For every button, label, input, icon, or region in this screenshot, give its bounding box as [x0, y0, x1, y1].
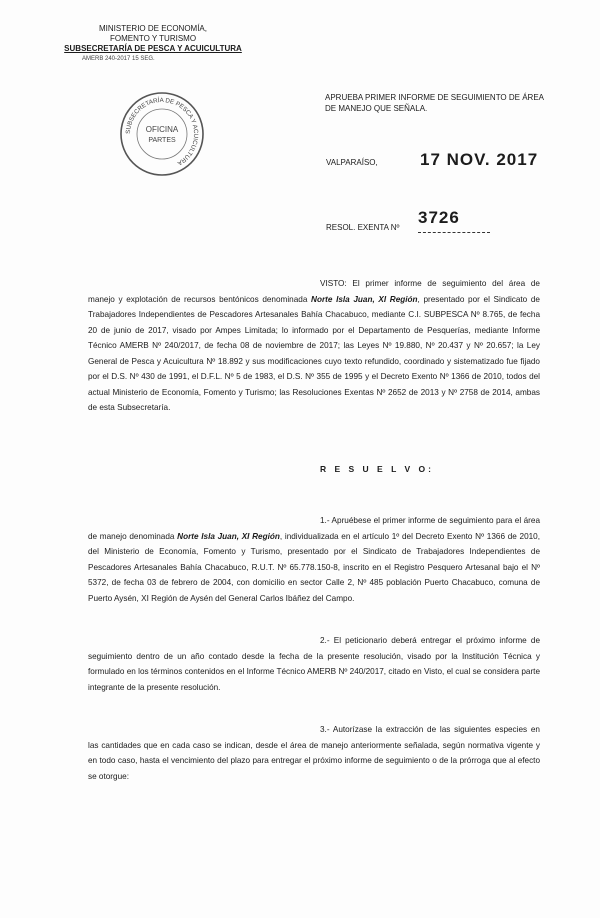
resolution-item-2: [88, 633, 540, 695]
visto-text-1: VISTO: El primer informe de seguimiento del área de manejo y explotación de recursos bentónicos denominada: [88, 279, 540, 304]
issue-date: 17 NOV. 2017: [420, 150, 539, 169]
stamp-ring-text: SUBSECRETARÍA DE PESCA Y ACUICULTURA: [124, 96, 200, 167]
visto-paragraph: [88, 276, 540, 416]
item1-text-1: 1.- Apruébese el primer informe de seguimiento para el área de manejo denominada: [88, 516, 540, 541]
resolution-label: RESOL. EXENTA Nº: [326, 223, 400, 232]
ministry-line: MINISTERIO DE ECONOMÍA,: [98, 24, 207, 33]
resolution-number-underline: [418, 232, 490, 233]
visto-area-name: Norte Isla Juan, XI Región: [311, 294, 418, 304]
item2-text: 2.- El peticionario deberá entregar el próximo informe de seguimiento dentro de un año contado desde la fecha de la presente resolución, visado por la Institución Técnica y formulado en los términos contenidos en el Informe Técnico AMERB Nº 240/2017, citado en Visto, el cual se considera parte integrante de la presente resolución.: [88, 636, 540, 692]
item1-text-2: , individualizada en el artículo 1º del Decreto Exento Nº 1366 de 2010, del Ministerio de Economía, Fomento y Turismo, presentado por el Sindicato de Trabajadores Independientes de Pescadores Artesanales Bahía Chacabuco, R.U.T. Nº 65.778.150-8, inscrito en el Registro Pesquero Artesanal bajo el Nº 5372, de fecha 03 de febrero de 2004, con domicilio en sector Calle 2, Nº 485 población Puerto Chacabuco, comuna de Puerto Aysén, XI Región de Aysén del General Carlos Ibáñez del Campo.: [88, 531, 541, 603]
resolution-item-1: [88, 513, 540, 606]
resolution-number: 3726: [418, 208, 460, 227]
stamp-center-line1: OFICINA: [145, 125, 179, 134]
item3-text: 3.- Autorízase la extracción de las siguientes especies en las cantidades que en cada caso se indican, desde el área de manejo anteriormente señalada, según normativa vigente y en todo caso, hasta el vencimiento del plazo para entregar el próximo informe de seguimiento o de la prórroga que al efecto se otorgue:: [88, 725, 540, 781]
office-stamp: [118, 90, 206, 178]
resolution-item-3: [88, 722, 540, 784]
ministry-line-2: FOMENTO Y TURISMO: [109, 34, 197, 43]
stamp-center-line2: PARTES: [148, 137, 176, 144]
document-subject: APRUEBA PRIMER INFORME DE SEGUIMIENTO DE ÁREA DE MANEJO QUE SEÑALA.: [325, 93, 544, 113]
letterhead: [48, 24, 258, 64]
subsecretaria-line: SUBSECRETARÍA DE PESCA Y ACUICULTURA: [64, 44, 242, 53]
resuelvo-heading: R E S U E L V O:: [320, 464, 434, 474]
reference-code: AMERB 240-2017 15 SEG.: [82, 56, 155, 62]
place-label: VALPARAÍSO,: [326, 158, 378, 167]
visto-text-2: , presentado por el Sindicato de Trabajadores Independientes de Pescadores Artesanales Bahía Chacabuco, mediante C.I. SUBPESCA Nº 8.765, de fecha 20 de junio de 2017, visado por Ampes Limitada; lo informado por el Departamento de Pesquerías, mediante Informe Técnico AMERB Nº 240/2017, de fecha 08 de noviembre de 2017; las Leyes Nº 19.880, Nº 20.437 y Nº 20.657; la Ley General de Pesca y Acuicultura Nº 18.892 y sus modificaciones cuyo texto refundido, coordinado y sistematizado fue fijado por el D.S. Nº 430 de 1991, el D.F.L. Nº 5 de 1983, el D.S. Nº 355 de 1995 y el Decreto Exento Nº 1366 de 2010, todos del actual Ministerio de Economía, Fomento y Turismo; las Resoluciones Exentas Nº 2652 de 2013 y Nº 2758 de 2014, ambas de esta Subsecretaría.: [88, 294, 540, 412]
item1-area-name: Norte Isla Juan, XI Región: [177, 531, 280, 541]
